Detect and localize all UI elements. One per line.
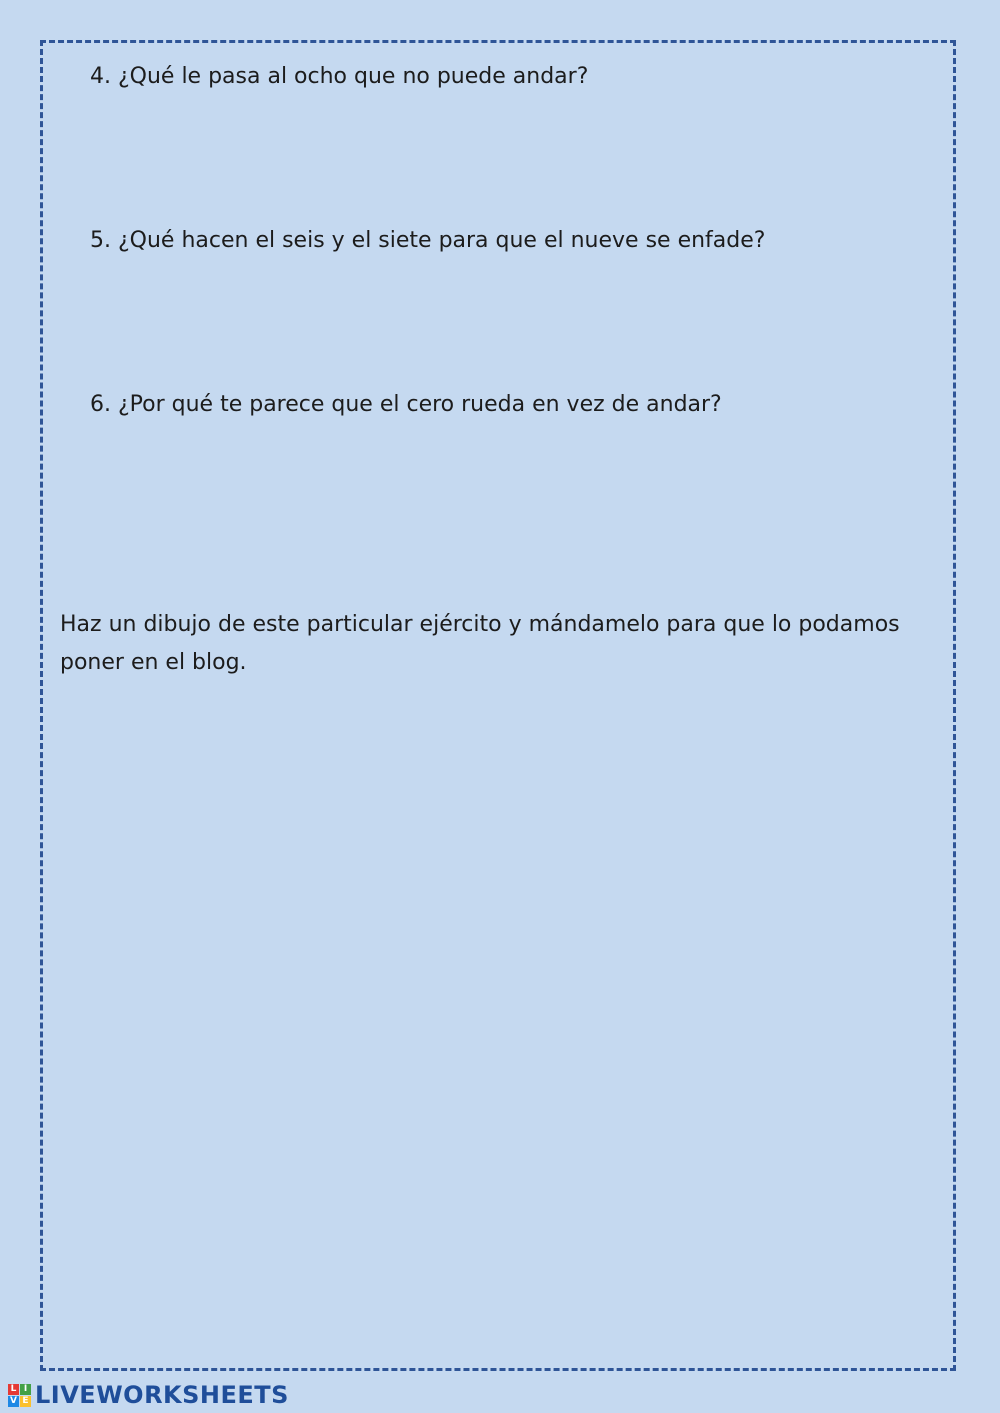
liveworksheets-logo-icon (8, 1384, 31, 1407)
question-6: 6. ¿Por qué te parece que el cero rueda en vez de andar? (90, 392, 722, 417)
logo-letter-e: E (20, 1396, 31, 1407)
logo-letter-i: I (20, 1384, 31, 1395)
brand-name: LIVEWORKSHEETS (35, 1381, 289, 1409)
liveworksheets-brand (8, 1382, 289, 1408)
logo-letter-v: V (8, 1396, 19, 1407)
drawing-instruction: Haz un dibujo de este particular ejército y mándamelo para que lo podamos poner en el blog. (60, 612, 900, 675)
question-5: 5. ¿Qué hacen el seis y el siete para que el nueve se enfade? (90, 228, 766, 253)
question-4: 4. ¿Qué le pasa al ocho que no puede andar? (90, 64, 589, 89)
logo-letter-l: L (8, 1384, 19, 1395)
